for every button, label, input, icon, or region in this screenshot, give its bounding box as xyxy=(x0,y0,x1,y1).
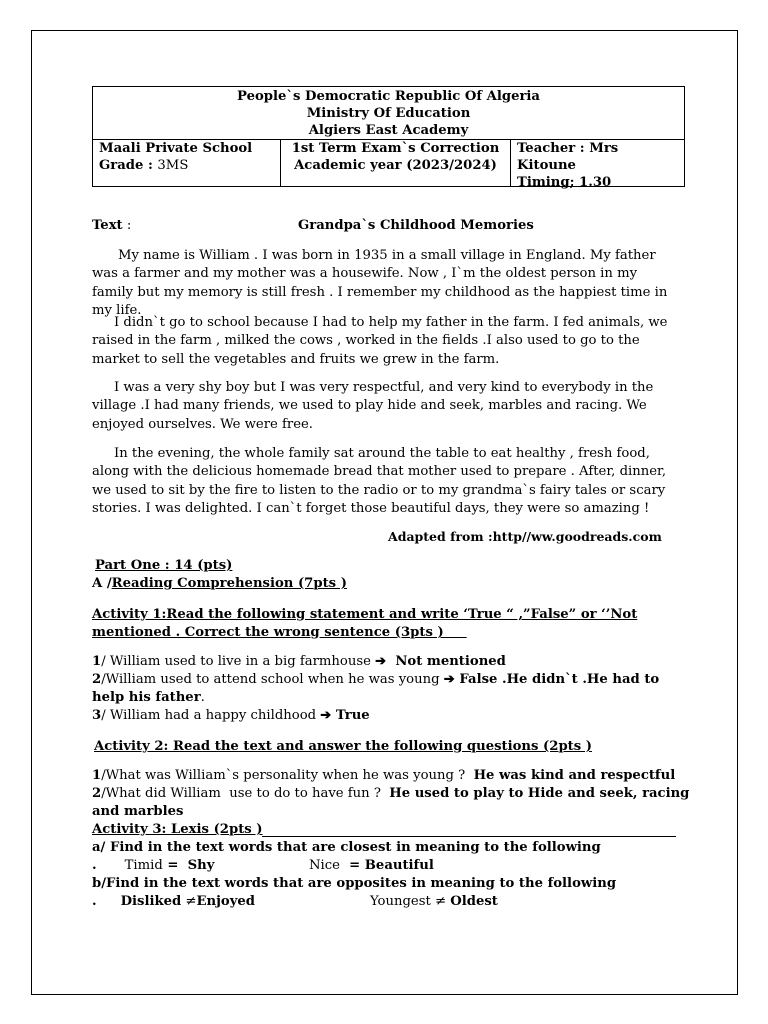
synonym-pair-1: . Timid = Shy xyxy=(92,858,215,873)
paragraph-2: I didn`t go to school because I had to help my father in the farm. I fed animals, we raised in the farm , milked the cows , worked in the fields .I also used to go to the market to sell the vegetables and fruits we grew in the farm. xyxy=(92,315,668,367)
header-teacher-cell xyxy=(511,139,686,190)
activity-2-item-2-continued: and marbles xyxy=(92,804,184,819)
reading-comprehension-heading: A /Reading Comprehension (7pts ) xyxy=(92,576,347,591)
activity-1-item-3: 3/ William had a happy childhood ➔ True xyxy=(92,708,370,723)
academic-year: Academic year (2023/2024) xyxy=(294,158,497,173)
activity-1-title-line-1: Activity 1:Read the following statement and write ‘True “ ,”False” or ‘’Not xyxy=(92,607,638,622)
synonym-pair-2: Nice = Beautiful xyxy=(309,858,434,873)
header-ministry: Ministry Of Education xyxy=(306,106,471,121)
activity-1-item-2-continued: help his father. xyxy=(92,690,205,705)
header-school-cell xyxy=(93,139,281,187)
activity-1-title-line-2: mentioned . Correct the wrong sentence (3pts ) xyxy=(92,625,467,640)
paragraph-1: My name is William . I was born in 1935 in a small village in England. My father was a farmer and my mother was a housewife. Now , I`m the oldest person in my family but my memory is still fresh . I remember my childhood as the happiest time in my life. xyxy=(92,248,668,319)
header-institution xyxy=(93,87,684,140)
text-label: Text : xyxy=(92,218,132,233)
arrow-icon: ➔ xyxy=(320,708,332,723)
paragraph-3: I was a very shy boy but I was very respectful, and very kind to everybody in the village .I had many friends, we used to play hide and seek, marbles and racing. We enjoyed ourselves. We were free. xyxy=(92,380,654,432)
grade-label: Grade : xyxy=(99,158,158,173)
header-country: People`s Democratic Republic Of Algeria xyxy=(237,89,540,104)
school-name: Maali Private School xyxy=(99,141,253,156)
header-academy: Algiers East Academy xyxy=(308,123,469,138)
exam-title: 1st Term Exam`s Correction xyxy=(291,141,500,156)
arrow-icon: ➔ xyxy=(443,672,455,687)
activity-3-part-b-title: b/Find in the text words that are opposites in meaning to the following xyxy=(92,876,617,891)
teacher-name: Teacher : Mrs Kitoune xyxy=(517,141,619,173)
antonym-pair-1: . Disliked ≠Enjoyed xyxy=(92,894,255,909)
activity-3-underline xyxy=(262,836,676,837)
activity-1-item-2: 2/William used to attend school when he was young ➔ False .He didn`t .He had to xyxy=(92,672,660,687)
paragraph-4: In the evening, the whole family sat around the table to eat healthy , fresh food, along with the delicious homemade bread that mother used to prepare . After, dinner, we used to sit by the fire to listen to the radio or to my grandma`s fairy tales or scary stories. I was delighted. I can`t forget those beautiful days, they were so amazing ! xyxy=(92,446,667,517)
activity-2-item-1: 1/What was William`s personality when he was young ? He was kind and respectful xyxy=(92,768,676,783)
part-one-title: Part One : 14 (pts) xyxy=(95,558,233,573)
activity-2-title: Activity 2: Read the text and answer the following questions (2pts ) xyxy=(94,739,593,754)
activity-3-part-a-title: a/ Find in the text words that are closest in meaning to the following xyxy=(92,840,601,855)
grade-value: 3MS xyxy=(157,158,189,173)
text-source: Adapted from :http//ww.goodreads.com xyxy=(388,529,662,544)
activity-1-item-1: 1/ William used to live in a big farmhouse ➔ Not mentioned xyxy=(92,654,506,669)
grade xyxy=(99,157,274,174)
exam-header-table xyxy=(92,86,685,190)
antonym-pair-2: Youngest ≠ Oldest xyxy=(370,894,498,909)
header-exam-cell xyxy=(281,139,511,187)
exam-timing: Timing; 1.30 xyxy=(517,175,612,190)
text-title: Grandpa`s Childhood Memories xyxy=(298,218,534,233)
activity-3-title: Activity 3: Lexis (2pts ) xyxy=(92,822,263,837)
activity-2-item-2: 2/What did William use to do to have fun ? He used to play to Hide and seek, racing xyxy=(92,786,690,801)
arrow-icon: ➔ xyxy=(375,654,387,669)
